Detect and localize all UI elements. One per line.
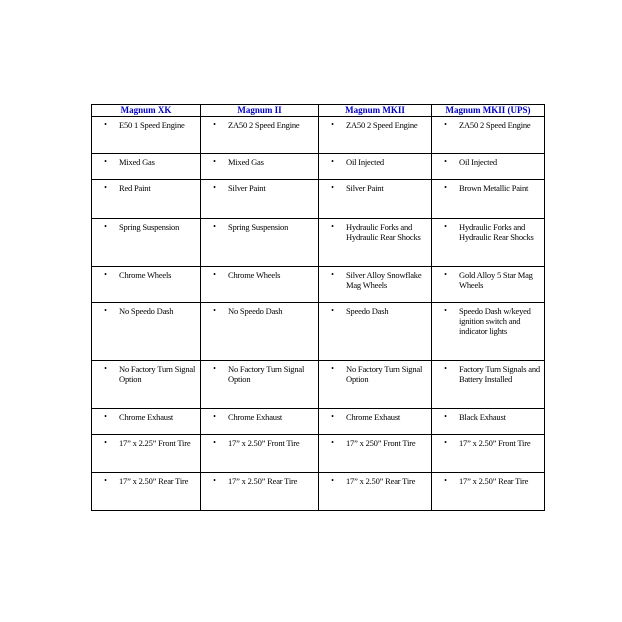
table-cell (201, 361, 319, 409)
cell-content (319, 361, 431, 384)
table-cell (319, 435, 432, 473)
spec-text: ZA50 2 Speed Engine (228, 120, 300, 130)
table-cell (92, 219, 201, 267)
cell-content (201, 219, 318, 232)
table-cell (92, 117, 201, 154)
spec-text: Mixed Gas (119, 157, 155, 167)
bullet-icon: • (104, 120, 107, 129)
table-cell (432, 117, 545, 154)
bullet-icon: • (331, 476, 334, 485)
table-cell (319, 180, 432, 219)
cell-content (432, 180, 544, 193)
table-cell (432, 180, 545, 219)
bullet-icon: • (444, 222, 447, 231)
spec-text: Silver Paint (346, 183, 384, 193)
table-cell (319, 303, 432, 361)
table-cell (201, 117, 319, 154)
spec-text: Brown Metallic Paint (459, 183, 529, 193)
spec-text: Spring Suspension (228, 222, 289, 232)
spec-text: Hydraulic Forks and Hydraulic Rear Shocks (459, 222, 534, 242)
table-cell (432, 267, 545, 303)
cell-content (201, 473, 318, 486)
cell-content (432, 361, 544, 384)
table-cell (92, 409, 201, 435)
cell-content (92, 473, 200, 486)
table-cell (92, 435, 201, 473)
bullet-icon: • (331, 157, 334, 166)
bullet-icon: • (213, 412, 216, 421)
table-cell (432, 409, 545, 435)
spec-text: 17” x 2.50” Rear Tire (459, 476, 529, 486)
bullet-icon: • (444, 157, 447, 166)
spec-text: Chrome Exhaust (119, 412, 174, 422)
spec-text: Mixed Gas (228, 157, 264, 167)
spec-text: No Factory Turn Signal Option (228, 364, 305, 384)
cell-content (432, 267, 544, 290)
table-cell (319, 361, 432, 409)
spec-text: Chrome Exhaust (228, 412, 283, 422)
bullet-icon: • (104, 476, 107, 485)
spec-text: Chrome Wheels (228, 270, 281, 280)
spec-text: 17” x 2.25” Front Tire (119, 438, 191, 448)
cell-content (92, 219, 200, 232)
spec-text: Silver Paint (228, 183, 266, 193)
table-row (92, 473, 545, 511)
column-header: Magnum MKII (319, 105, 432, 117)
table-cell (319, 117, 432, 154)
spec-text: 17” x 2.50” Rear Tire (228, 476, 298, 486)
spec-text: Red Paint (119, 183, 151, 193)
cell-content (201, 303, 318, 316)
cell-content (319, 219, 431, 242)
bullet-icon: • (104, 270, 107, 279)
bullet-icon: • (213, 270, 216, 279)
cell-content (319, 267, 431, 290)
bullet-icon: • (213, 306, 216, 315)
table-cell (319, 219, 432, 267)
spec-text: Chrome Exhaust (346, 412, 401, 422)
cell-content (201, 435, 318, 448)
cell-content (432, 435, 544, 448)
header-row (92, 105, 545, 117)
cell-content (92, 361, 200, 384)
bullet-icon: • (331, 306, 334, 315)
table-cell (201, 473, 319, 511)
bullet-icon: • (104, 222, 107, 231)
cell-content (319, 117, 431, 130)
table-row (92, 117, 545, 154)
spec-text: Hydraulic Forks and Hydraulic Rear Shocks (346, 222, 421, 242)
table-cell (92, 154, 201, 180)
spec-text: 17” x 2.50” Front Tire (459, 438, 531, 448)
cell-content (432, 303, 544, 336)
cell-content (432, 219, 544, 242)
bullet-icon: • (104, 183, 107, 192)
table-cell (319, 409, 432, 435)
bullet-icon: • (104, 306, 107, 315)
cell-content (201, 409, 318, 422)
spec-text: Speedo Dash w/keyed ignition switch and indicator lights (459, 306, 531, 336)
bullet-icon: • (444, 306, 447, 315)
cell-content (92, 435, 200, 448)
spec-text: No Factory Turn Signal Option (119, 364, 196, 384)
cell-content (92, 180, 200, 193)
bullet-icon: • (444, 412, 447, 421)
table-body (92, 117, 545, 511)
spec-text: No Factory Turn Signal Option (346, 364, 423, 384)
table-cell (201, 267, 319, 303)
table-cell (432, 303, 545, 361)
spec-text: No Speedo Dash (228, 306, 283, 316)
bullet-icon: • (213, 364, 216, 373)
spec-text: Spring Suspension (119, 222, 180, 232)
cell-content (201, 267, 318, 280)
cell-content (92, 154, 200, 167)
bullet-icon: • (331, 364, 334, 373)
cell-content (432, 117, 544, 130)
table-cell (92, 180, 201, 219)
bullet-icon: • (331, 222, 334, 231)
table-cell (432, 435, 545, 473)
spec-text: Silver Alloy Snowflake Mag Wheels (346, 270, 422, 290)
table-cell (432, 473, 545, 511)
cell-content (319, 473, 431, 486)
bullet-icon: • (331, 183, 334, 192)
spec-text: 17” x 250” Front Tire (346, 438, 416, 448)
spec-text: Speedo Dash (346, 306, 389, 316)
cell-content (319, 154, 431, 167)
spec-text: 17” x 2.50” Rear Tire (346, 476, 416, 486)
bullet-icon: • (444, 183, 447, 192)
spec-comparison-table (91, 104, 545, 511)
bullet-icon: • (213, 183, 216, 192)
table-cell (319, 473, 432, 511)
table-cell (319, 154, 432, 180)
spec-text: 17” x 2.50” Front Tire (228, 438, 300, 448)
column-header: Magnum XK (92, 105, 201, 117)
table-row (92, 267, 545, 303)
table-cell (92, 473, 201, 511)
column-header: Magnum MKII (UPS) (432, 105, 545, 117)
bullet-icon: • (213, 222, 216, 231)
spec-text: ZA50 2 Speed Engine (459, 120, 531, 130)
spec-text: No Speedo Dash (119, 306, 174, 316)
cell-content (319, 303, 431, 316)
table-cell (432, 219, 545, 267)
bullet-icon: • (213, 438, 216, 447)
spec-text: ZA50 2 Speed Engine (346, 120, 418, 130)
cell-content (319, 435, 431, 448)
cell-content (201, 117, 318, 130)
table-cell (432, 361, 545, 409)
cell-content (92, 117, 200, 130)
bullet-icon: • (213, 157, 216, 166)
bullet-icon: • (444, 120, 447, 129)
table-row (92, 409, 545, 435)
table-cell (201, 180, 319, 219)
spec-text: Black Exhaust (459, 412, 506, 422)
table-row (92, 154, 545, 180)
spec-text: Oil Injected (459, 157, 497, 167)
bullet-icon: • (104, 157, 107, 166)
bullet-icon: • (444, 270, 447, 279)
table-cell (92, 361, 201, 409)
cell-content (201, 154, 318, 167)
cell-content (92, 303, 200, 316)
bullet-icon: • (444, 438, 447, 447)
table-cell (201, 435, 319, 473)
table-cell (319, 267, 432, 303)
bullet-icon: • (444, 364, 447, 373)
cell-content (92, 267, 200, 280)
bullet-icon: • (104, 438, 107, 447)
cell-content (319, 409, 431, 422)
bullet-icon: • (213, 120, 216, 129)
table-cell (92, 267, 201, 303)
table-cell (201, 219, 319, 267)
bullet-icon: • (331, 412, 334, 421)
bullet-icon: • (331, 270, 334, 279)
column-header: Magnum II (201, 105, 319, 117)
cell-content (432, 409, 544, 422)
bullet-icon: • (213, 476, 216, 485)
bullet-icon: • (331, 438, 334, 447)
table-cell (92, 303, 201, 361)
table-cell (201, 154, 319, 180)
table-row (92, 303, 545, 361)
spec-text: Gold Alloy 5 Star Mag Wheels (459, 270, 533, 290)
table-row (92, 180, 545, 219)
table-row (92, 219, 545, 267)
cell-content (432, 473, 544, 486)
bullet-icon: • (331, 120, 334, 129)
table-cell (201, 303, 319, 361)
spec-text: Chrome Wheels (119, 270, 172, 280)
spec-text: E50 1 Speed Engine (119, 120, 185, 130)
spec-text: Factory Turn Signals and Battery Installed (459, 364, 540, 384)
bullet-icon: • (104, 364, 107, 373)
cell-content (201, 361, 318, 384)
table-cell (201, 409, 319, 435)
cell-content (201, 180, 318, 193)
cell-content (92, 409, 200, 422)
table-row (92, 435, 545, 473)
bullet-icon: • (104, 412, 107, 421)
table-cell (432, 154, 545, 180)
spec-text: 17” x 2.50” Rear Tire (119, 476, 189, 486)
cell-content (432, 154, 544, 167)
cell-content (319, 180, 431, 193)
spec-text: Oil Injected (346, 157, 384, 167)
table-row (92, 361, 545, 409)
bullet-icon: • (444, 476, 447, 485)
